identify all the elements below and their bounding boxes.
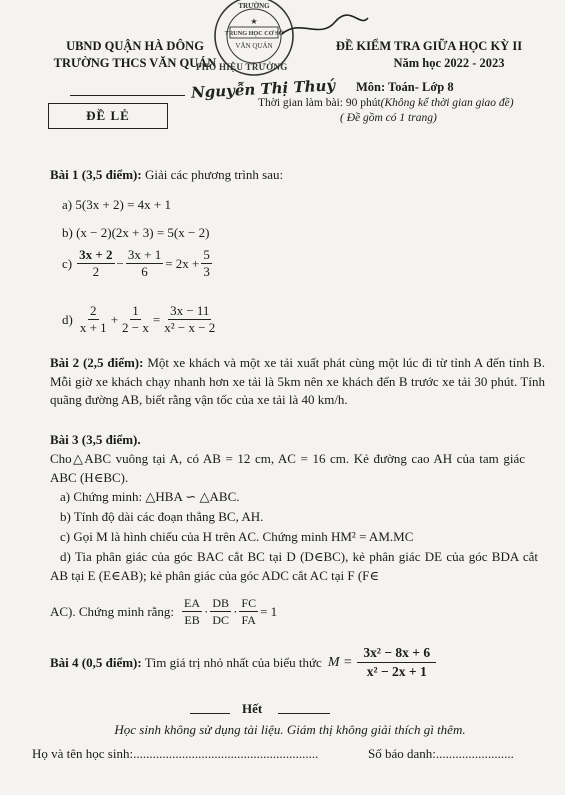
time: Thời gian làm bài: 90 phút	[258, 97, 381, 109]
q1-c-label: c)	[62, 255, 73, 271]
denominator: x² − x − 2	[164, 320, 216, 335]
numerator: FC	[241, 596, 257, 610]
plus-sign: +	[110, 311, 119, 327]
q1-c-frac3	[201, 248, 212, 279]
denominator: 2 − x	[122, 320, 149, 335]
q1-a-expr: 5(3x + 2) = 4x + 1	[75, 197, 172, 212]
exam-code: ĐỀ LẺ	[86, 108, 130, 123]
denominator: 3	[203, 264, 210, 279]
principal-role: PHÓ HIỆU TRƯỞNG	[196, 62, 288, 72]
q1-title: Bài 1 (3,5 điểm):	[50, 167, 142, 182]
q1-b-label: b)	[62, 225, 73, 240]
q1-d-frac2	[120, 304, 151, 335]
school-year: Năm học 2022 - 2023	[393, 56, 505, 70]
q1-d	[62, 304, 219, 335]
time-line	[258, 97, 514, 109]
q1-a	[62, 197, 171, 213]
dot-sign: ·	[204, 603, 209, 619]
student-name-field: Họ và tên học sinh:.........................................................	[32, 746, 319, 761]
q3-c: c) Gọi M là hình chiếu của H trên AC. Chứng minh HM² = AM.MC	[60, 529, 414, 544]
numerator: 3x + 1	[127, 247, 162, 262]
equals-sign: =	[152, 311, 161, 327]
seal-ring-text: TRƯỜNG	[238, 2, 270, 10]
denominator: EB	[184, 613, 200, 627]
q4-prompt: Tìm giá trị nhỏ nhất của biểu thức	[144, 654, 322, 670]
divider	[70, 95, 185, 96]
q3-a: a) Chứng minh: △HBA ∽ △ABC.	[60, 489, 240, 504]
end-line-left	[190, 713, 230, 714]
q3-d-formula	[50, 596, 277, 627]
time-note: (Không kể thời gian giao đề)	[380, 97, 514, 109]
q3-title-text: Bài 3 (3,5 điểm).	[50, 432, 141, 447]
denominator: FA	[241, 613, 256, 627]
numerator: 2	[90, 303, 97, 318]
numerator: 3x² − 8x + 6	[357, 646, 436, 663]
q1-a-label: a)	[62, 197, 73, 212]
q3-d: d) Tia phân giác của góc BAC cắt BC tại D (D∈BC), kẻ phân giác DE của góc BDA cắt AB tại E (E∈AB); kẻ phân giác của góc ADC cắt AC tại F (F∈	[50, 549, 538, 583]
equals-one: = 1	[260, 603, 278, 619]
exam-title: ĐỀ KIỂM TRA GIỮA HỌC KỲ II	[335, 39, 523, 53]
exam-code-box	[48, 103, 168, 129]
q1-b-expr: (x − 2)(2x + 3) = 5(x − 2)	[76, 225, 210, 240]
q1-b	[62, 225, 209, 241]
end-line-right	[278, 713, 330, 714]
school-name: TRƯỜNG THCS VĂN QUÁN	[53, 56, 217, 70]
q4-var: M =	[327, 654, 353, 670]
candidate-number-field: Số báo danh:........................	[368, 746, 514, 761]
numerator: 3x − 11	[170, 303, 210, 318]
denominator: x² − 2x + 1	[366, 664, 427, 679]
signature-stroke-icon	[280, 14, 370, 44]
denominator: DC	[212, 613, 230, 627]
denominator: x + 1	[79, 320, 107, 335]
denominator: 6	[141, 264, 148, 279]
q1-d-frac3	[162, 304, 217, 335]
q3-frac2	[210, 596, 231, 627]
q1-heading	[50, 166, 283, 184]
q1-c	[62, 248, 214, 279]
denominator: 2	[92, 264, 100, 279]
numerator: EA	[184, 596, 201, 610]
q1-d-label: d)	[62, 311, 73, 327]
district-name: UBND QUẬN HÀ DÔNG	[66, 39, 204, 53]
q3-d-end: AC). Chứng minh rằng:	[50, 603, 175, 619]
q3-title	[50, 431, 141, 449]
q1-c-frac2	[126, 248, 163, 279]
q3-frac1	[182, 596, 202, 627]
q4	[50, 646, 438, 679]
q2-text: Một xe khách và một xe tải xuất phát cùng một lúc đi từ tỉnh A đến tỉnh B. Mỗi giờ xe khách chạy nhanh hơn xe tải là 5km nên xe khách đến B trước xe tải 30 phút. Tính quãng đường AB, biết rằng vận tốc của xe tải là 40 km/h.	[50, 355, 546, 407]
q2-title: Bài 2 (2,5 điểm):	[50, 355, 144, 370]
seal-star-icon: ★	[250, 17, 258, 26]
pages-note: ( Đề gồm có 1 trang)	[340, 112, 437, 124]
q1-c-frac1	[77, 248, 114, 279]
equals-part: = 2x +	[165, 255, 200, 271]
minus-sign: −	[116, 255, 124, 271]
seal-inner-line2: VĂN QUÁN	[235, 42, 273, 50]
numerator: 5	[203, 247, 210, 262]
numerator: 3x + 2	[79, 247, 113, 262]
q4-frac	[357, 646, 436, 679]
q3-frac3	[239, 596, 258, 627]
q2	[50, 354, 545, 410]
footer-note: Học sinh không sử dụng tài liệu. Giám thị không giải thích gì thêm.	[114, 722, 466, 737]
subject: Môn: Toán- Lớp 8	[356, 80, 454, 94]
seal-inner-line1: TRUNG HỌC CƠ SỞ	[224, 30, 284, 37]
end-marker: Hết	[242, 701, 263, 716]
q4-title: Bài 4 (0,5 điểm):	[50, 654, 142, 670]
signature-name: Nguyễn Thị Thuý	[190, 76, 336, 102]
dot-sign: ·	[233, 603, 238, 619]
q1-prompt: Giải các phương trình sau:	[144, 167, 284, 182]
numerator: DB	[212, 596, 230, 610]
q3-intro: Cho△ABC vuông tại A, có AB = 12 cm, AC = 16 cm. Kẻ đường cao AH của tam giác ABC (H∈BC).	[50, 451, 525, 485]
q3-b: b) Tính độ dài các đoạn thẳng BC, AH.	[60, 509, 264, 524]
numerator: 1	[132, 303, 139, 318]
q1-d-frac1	[78, 304, 109, 335]
